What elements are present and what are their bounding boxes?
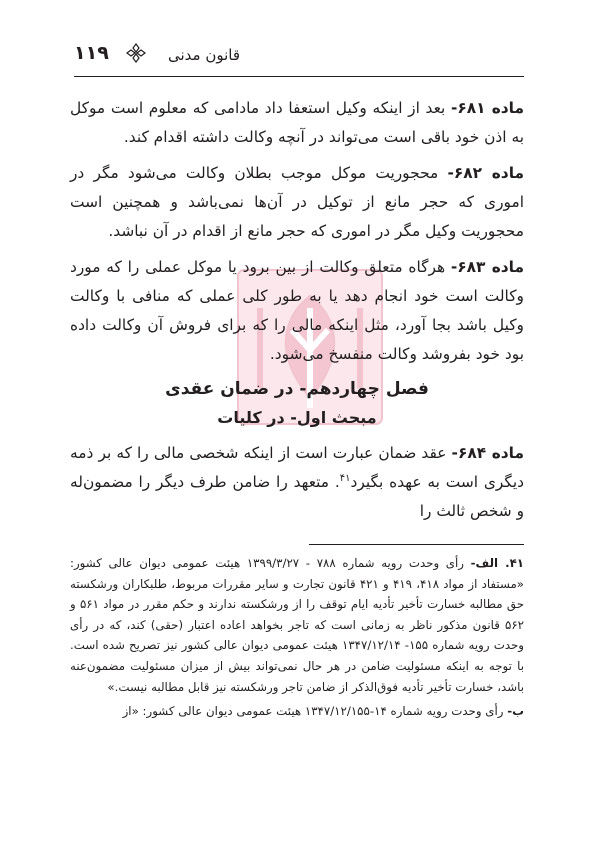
footnote-divider xyxy=(309,544,524,545)
article-682-number: ماده ۶۸۲- xyxy=(447,164,525,182)
article-684-text: عقد ضمان عبارت است از اینکه شخصی مالی را که بر ذمه دیگری است به عهده بگیرد xyxy=(70,444,525,491)
header-divider xyxy=(74,76,524,77)
book-title: قانون مدنی xyxy=(168,46,241,64)
footnote-41b xyxy=(70,701,524,722)
footnote-41a xyxy=(70,553,524,697)
article-681 xyxy=(70,94,524,152)
diamond-ornament-icon xyxy=(126,43,146,63)
article-682-text: محجوریت موکل موجب بطلان وکالت می‌شود مگر در اموری که حجر مانع از توکیل در آن‌ها نمی‌باشد و همچنین است محجوریت وکیل مگر در اموری که حجر مانع از اقدام در آن نباشد. xyxy=(70,164,524,240)
footnotes xyxy=(70,553,524,726)
section-title: مبحث اول- در کلیات xyxy=(217,408,377,427)
article-683-number: ماده ۶۸۳- xyxy=(450,258,524,276)
article-682 xyxy=(70,159,524,246)
footnote-41b-text: رأی وحدت رویه شماره ۱۴-۱۳۴۷/۱۲/۱۵۵ هیئت عمومی دیوان عالی کشور: «از xyxy=(122,704,508,719)
footnote-41a-label: ۴۱. الف- xyxy=(470,556,524,570)
footnote-reference[interactable]: ۴۱ xyxy=(339,472,351,484)
article-681-number: ماده ۶۸۱- xyxy=(450,99,524,117)
article-684-text-continued: . متعهد را ضامن طرف دیگر را مضمون‌له و شخص ثالث را xyxy=(70,473,524,520)
running-header xyxy=(74,40,524,74)
article-683-text: هرگاه متعلق وکالت از بین برود یا موکل عملی را که مورد وکالت است خود انجام دهد یا به طور کلی عملی که منافی با وکالت وکیل باشد بجا آورد، مثل اینکه مالی را که برای فروش آن وکالت داده بود خود بفروشد وکالت منفسخ می‌شود. xyxy=(70,258,524,363)
article-684 xyxy=(70,439,524,526)
footnote-41a-text: رأی وحدت رویه شماره ۷۸۸ - ۱۳۹۹/۳/۲۷ هیئت عمومی دیوان عالی کشور: «مستفاد از مواد ۴۱۸، ۴۱۹ و ۴۲۱ قانون تجارت و سایر مقررات مربوط، طلبکاران ورشکسته حق مطالبه خسارت تأخیر تأدیه ایام توقف را از ورشکسته ندارند و حکم مقرر در مواد ۵۶۱ و ۵۶۲ قانون مذکور ناظر به زمانی است که تاجر بخواهد اعاده اعتبار (حقی) کند، که در رأی وحدت رویه شماره ۱۵۵- ۱۳۴۷/۱۲/۱۴ هیئت عمومی دیوان عالی کشور نیز تصریح شده است. با توجه به اینکه مسئولیت ضامن در هر حال نمی‌تواند بیش از میزان مسئولیت مضمون‌عنه باشد، خسارت تأخیر تأدیه فوق‌الذکر از ضامن تاجر ورشکسته نیز قابل مطالبه نیست.» xyxy=(70,556,525,694)
chapter-title: فصل چهاردهم- در ضمان عقدی xyxy=(165,379,429,399)
article-681-text: بعد از اینکه وکیل استعفا داد مادامی که معلوم است موکل به اذن خود باقی است می‌تواند در آنچه وکالت داشته اقدام کند. xyxy=(70,99,524,146)
page-number: ۱۱۹ xyxy=(74,42,109,64)
article-684-number: ماده ۶۸۴- xyxy=(451,444,524,462)
footnote-41b-label: ب- xyxy=(507,704,524,719)
article-683 xyxy=(70,253,524,369)
main-text xyxy=(70,94,524,533)
